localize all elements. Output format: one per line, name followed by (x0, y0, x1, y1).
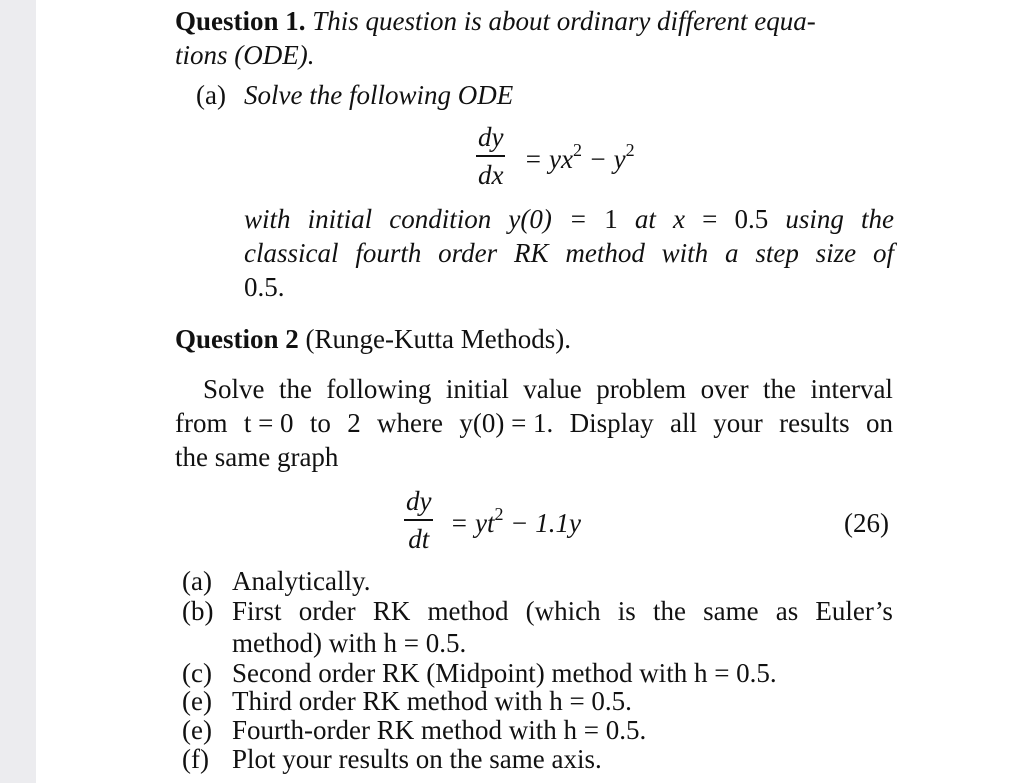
q2-item-marker: (f) (182, 744, 209, 774)
q2-fraction-bar (404, 519, 433, 521)
question-1-label: Question 1. (175, 6, 306, 36)
word: of (872, 238, 894, 268)
word: y(0) = 1. (459, 408, 554, 438)
word: classical (244, 238, 339, 268)
q1-part-a-marker: (a) (196, 80, 226, 110)
q2-paragraph-line3: the same graph (175, 442, 339, 472)
q2-item-text-line2: method) with h = 0.5. (232, 628, 467, 658)
question-1-intro-line2: tions (ODE). (175, 40, 315, 70)
q1-equation-rhs (524, 142, 635, 176)
word: all (669, 408, 697, 438)
word: where (377, 408, 444, 438)
word: with (244, 204, 291, 234)
word: = (568, 204, 588, 234)
document-page (36, 0, 1024, 783)
word: size (815, 238, 857, 268)
word: with (661, 238, 709, 268)
word: order (298, 596, 356, 626)
word: Display (569, 408, 654, 438)
word: fourth (355, 238, 422, 268)
q2-item-text: Analytically. (232, 566, 371, 596)
q2-rhs-start: = yt (450, 508, 495, 538)
q2-item-marker: (b) (182, 596, 214, 626)
q1-condition-line2 (244, 236, 894, 270)
q2-item-text: Fourth-order RK method with h = 0.5. (232, 715, 647, 745)
question-2-header (175, 322, 571, 356)
q2-rhs-end: − 1.1y (503, 508, 581, 538)
word: on (865, 408, 893, 438)
q1-derivative-fraction (476, 122, 505, 190)
q1-condition-line3: 0.5. (244, 272, 285, 302)
word: from (175, 408, 228, 438)
word: 0.5 (734, 204, 769, 234)
q1-fraction-bar (476, 155, 505, 157)
q2-item-marker: (a) (182, 566, 212, 596)
word: your (713, 408, 763, 438)
q1-fraction-denominator: dx (478, 160, 504, 190)
word: problem (596, 374, 687, 404)
word: Solve (203, 374, 265, 404)
word: is (617, 596, 636, 626)
q2-item-text-line1 (232, 594, 893, 628)
q1-fraction-numerator: dy (478, 122, 504, 152)
q2-derivative-fraction (404, 486, 433, 554)
word: method (427, 596, 509, 626)
equation-number: (26) (844, 508, 889, 538)
q1-condition-line1 (244, 202, 894, 236)
word: value (523, 374, 582, 404)
word: over (700, 374, 749, 404)
q2-item-marker: (e) (182, 715, 212, 745)
q1-part-a-text: Solve the following ODE (244, 80, 514, 110)
word: initial (307, 204, 373, 234)
q2-paragraph-line2 (175, 406, 893, 440)
q1-rhs-exponent2: 2 (625, 140, 635, 160)
word: the (763, 374, 797, 404)
word: interval (810, 374, 893, 404)
question-2-title: (Runge-Kutta Methods). (305, 324, 571, 354)
word: the (860, 204, 894, 234)
q2-paragraph-line1 (203, 372, 893, 406)
word: using (785, 204, 844, 234)
word: a (725, 238, 739, 268)
question-2-label: Question 2 (175, 324, 299, 354)
word: 2 (347, 408, 361, 438)
question-1-intro-line1: This question is about ordinary different equa- (312, 6, 816, 36)
word: x (673, 204, 685, 234)
word: initial (445, 374, 509, 404)
word: condition (389, 204, 492, 234)
q2-item-text: Second order RK (Midpoint) method with h = 0.5. (232, 658, 777, 688)
word: results (779, 408, 850, 438)
q2-fraction-numerator: dy (406, 486, 432, 516)
word: y(0) (508, 204, 552, 234)
viewer-left-margin (0, 0, 36, 783)
question-1-header (175, 4, 816, 38)
q2-fraction-denominator: dt (408, 524, 430, 554)
q2-equation-rhs (450, 506, 581, 540)
word: t = 0 (243, 408, 294, 438)
word: at (634, 204, 656, 234)
word: method (565, 238, 645, 268)
q2-item-marker: (c) (182, 658, 212, 688)
word: RK (372, 596, 411, 626)
word: as (775, 596, 799, 626)
word: RK (514, 238, 549, 268)
word: step (755, 238, 799, 268)
q2-item-marker: (e) (182, 686, 212, 716)
word: 1 (604, 204, 618, 234)
q2-item-text: Third order RK method with h = 0.5. (232, 686, 632, 716)
q1-rhs-exponent: 2 (572, 140, 582, 160)
word: = (702, 204, 718, 234)
q1-rhs-mid: − y (581, 144, 626, 174)
word: order (438, 238, 498, 268)
word: Euler’s (815, 596, 893, 626)
q1-rhs-start: = yx (524, 144, 573, 174)
word: to (309, 408, 331, 438)
word: the (278, 374, 312, 404)
word: the (652, 596, 686, 626)
word: First (232, 596, 282, 626)
q2-rhs-exponent: 2 (494, 504, 504, 524)
word: (which (525, 596, 601, 626)
word: same (703, 596, 759, 626)
q2-item-text: Plot your results on the same axis. (232, 744, 602, 774)
word: following (326, 374, 432, 404)
